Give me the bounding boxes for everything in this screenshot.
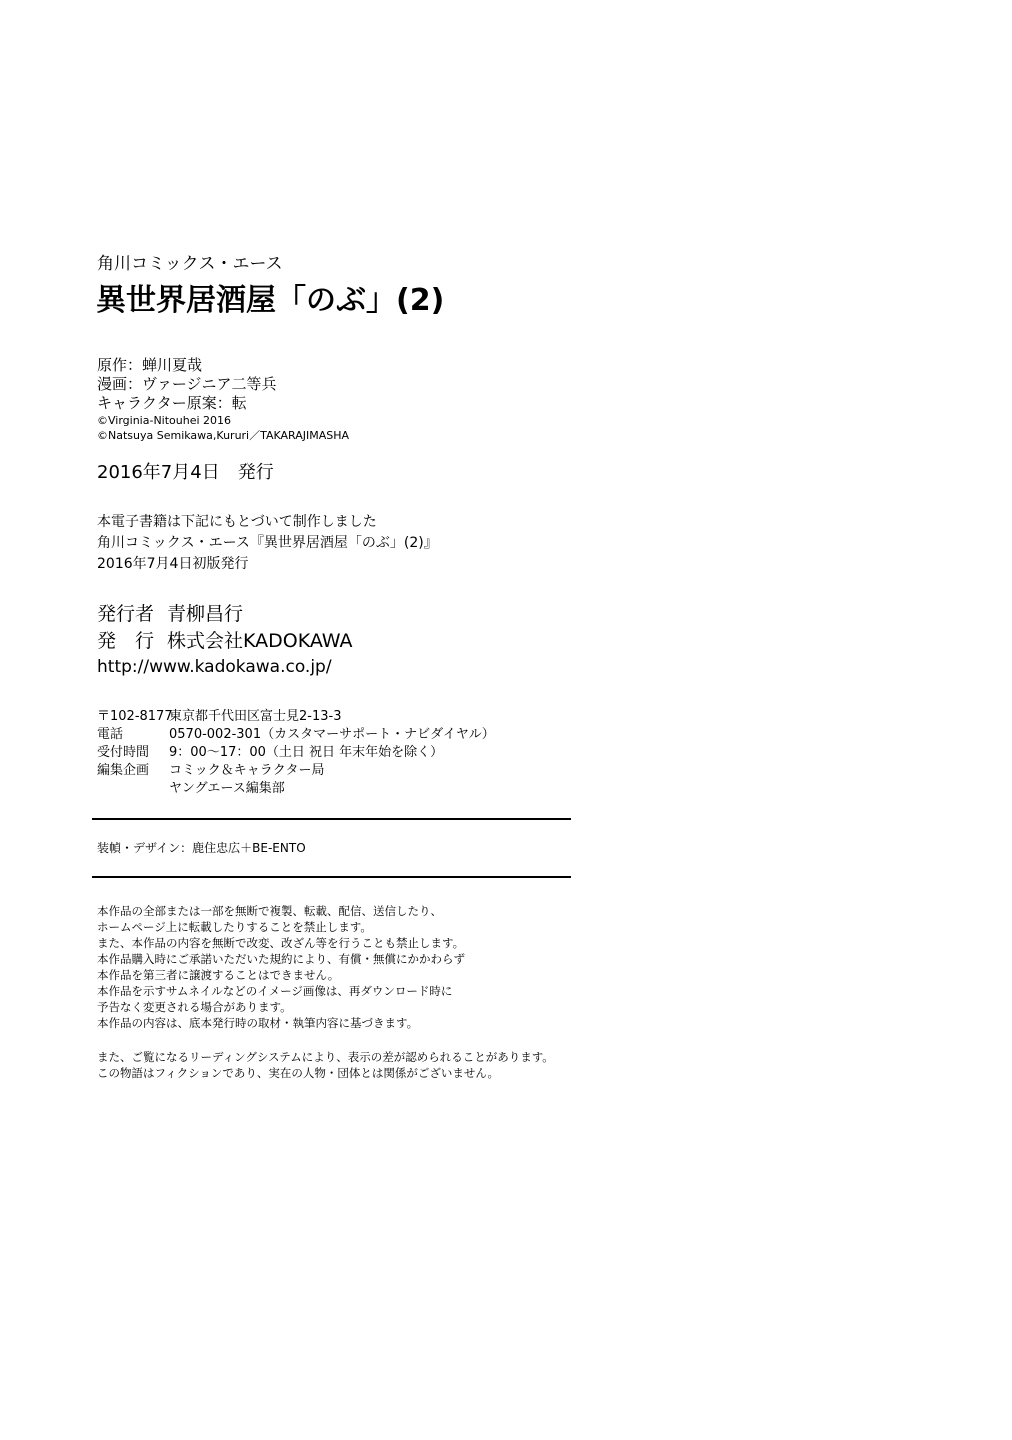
publisher-name: 株式会社KADOKAWA xyxy=(167,630,353,652)
notice-line-8: 本作品の内容は、底本発行時の取材・執筆内容に基づきます。 xyxy=(97,1016,419,1030)
address-line-postal xyxy=(97,710,341,723)
address-line-department xyxy=(97,782,285,795)
notice-line-4: 本作品購入時にご承諾いただいた規約により、有償・無償にかかわらず xyxy=(97,952,465,966)
notice-2-line-2: この物語はフィクションであり、実在の人物・団体とは関係がございません。 xyxy=(97,1066,500,1080)
notice-2-line-1: また、ご覧になるリーディングシステムにより、表示の差が認められることがあります。 xyxy=(97,1050,554,1064)
credit-manga-artist: 漫画：ヴァージニア二等兵 xyxy=(97,375,277,393)
divider-top xyxy=(92,818,571,820)
publisher-label: 発 行 xyxy=(97,630,155,652)
source-notice-line-1: 本電子書籍は下記にもとづいて制作しました xyxy=(97,514,377,530)
hours-label: 受付時間 xyxy=(97,745,150,760)
copyright-line-2: ©Natsuya Semikawa,Kururi／TAKARAJIMASHA xyxy=(97,429,350,442)
address-label: 〒102-8177 xyxy=(97,709,173,724)
series-name: 角川コミックス・エース xyxy=(97,254,283,274)
editorial-label: 編集企画 xyxy=(97,763,150,778)
notice-line-6: 本作品を示すサムネイルなどのイメージ画像は、再ダウンロード時に xyxy=(97,984,453,998)
copyright-line-1: ©Virginia-Nitouhei 2016 xyxy=(97,414,232,427)
publisher-line xyxy=(97,632,353,651)
phone-value: 0570-002-301（カスタマーサポート・ナビダイヤル） xyxy=(169,727,495,742)
divider-bottom xyxy=(92,876,571,878)
address-line-phone xyxy=(97,728,495,741)
design-credit: 装幀・デザイン：鹿住忠広＋BE-ENTO xyxy=(97,841,306,855)
notice-line-7: 予告なく変更される場合があります。 xyxy=(97,1000,292,1014)
department-value: ヤングエース編集部 xyxy=(169,781,285,796)
notice-line-3: また、本作品の内容を無断で改変、改ざん等を行うことも禁止します。 xyxy=(97,936,465,950)
notice-line-2: ホームページ上に転載したりすることを禁止します。 xyxy=(97,920,372,934)
address-line-hours xyxy=(97,746,443,759)
issuer-label: 発行者 xyxy=(97,603,155,625)
credit-original-author: 原作：蝉川夏哉 xyxy=(97,356,203,374)
book-title: 異世界居酒屋「のぶ」(2) xyxy=(96,283,445,318)
issuer-name: 青柳昌行 xyxy=(167,603,244,625)
issue-date: 2016年7月4日 発行 xyxy=(97,462,274,483)
source-notice-line-3: 2016年7月4日初版発行 xyxy=(97,556,249,572)
publisher-url: http://www.kadokawa.co.jp/ xyxy=(97,657,332,677)
address-line-editorial xyxy=(97,764,324,777)
notice-line-1: 本作品の全部または一部を無断で複製、転載、配信、送信したり、 xyxy=(97,904,442,918)
credit-character-design: キャラクター原案：転 xyxy=(97,394,247,412)
notice-line-5: 本作品を第三者に譲渡することはできません。 xyxy=(97,968,340,982)
issuer-line xyxy=(97,605,243,624)
phone-label: 電話 xyxy=(97,727,124,742)
editorial-value: コミック＆キャラクター局 xyxy=(169,763,325,778)
hours-value: 9：00〜17：00（土日 祝日 年末年始を除く） xyxy=(169,745,444,760)
source-notice-line-2: 角川コミックス・エース『異世界居酒屋「のぶ」(2)』 xyxy=(97,535,438,551)
address-value: 東京都千代田区富士見2-13-3 xyxy=(169,709,342,724)
